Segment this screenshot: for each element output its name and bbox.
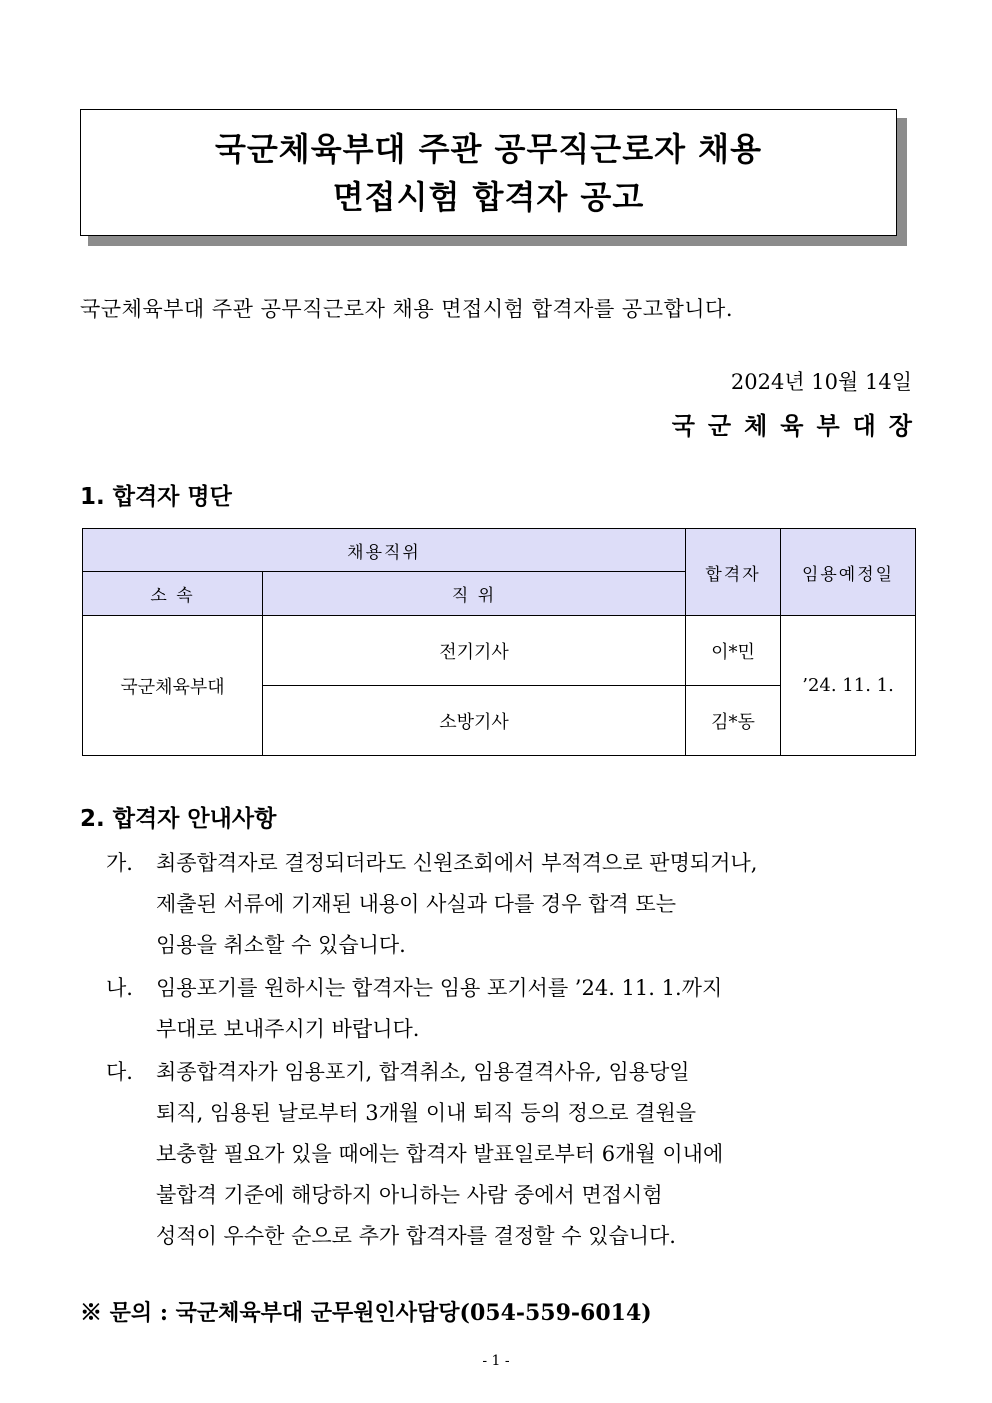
passer-table [82, 528, 916, 756]
notice-line: 보충할 필요가 있을 때에는 합격자 발표일로부터 6개월 이내에 [156, 1142, 724, 1166]
notice-line: 최종합격자로 결정되더라도 신원조회에서 부적격으로 판명되거나, [156, 851, 758, 875]
notice-line: 제출된 서류에 기재된 내용이 사실과 다를 경우 합격 또는 [156, 892, 676, 916]
header-passer: 합격자 [686, 529, 781, 616]
notice-item [100, 1052, 930, 1257]
cell-passer: 김*동 [686, 686, 781, 756]
section-2-heading: 2. 합격자 안내사항 [80, 806, 277, 832]
title-box [80, 109, 897, 236]
header-position: 직 위 [263, 572, 686, 616]
announcement-date: 2024년 10월 14일 [730, 370, 912, 394]
notice-line: 임용포기를 원하시는 합격자는 임용 포기서를 ’24. 11. 1.까지 [156, 976, 723, 1000]
notice-list [100, 843, 930, 1257]
notice-line: 최종합격자가 임용포기, 합격취소, 임용결격사유, 임용당일 [156, 1060, 690, 1084]
cell-affiliation: 국군체육부대 [83, 616, 263, 756]
notice-marker: 가. [106, 851, 133, 875]
title-line-2: 면접시험 합격자 공고 [332, 177, 645, 216]
notice-line: 성적이 우수한 순으로 추가 합격자를 결정할 수 있습니다. [156, 1224, 676, 1248]
notice-item [100, 968, 930, 1050]
notice-line: 퇴직, 임용된 날로부터 3개월 이내 퇴직 등의 정으로 결원을 [156, 1101, 697, 1125]
cell-passer: 이*민 [686, 616, 781, 686]
header-appointment-date: 임용예정일 [781, 529, 916, 616]
notice-line: 불합격 기준에 해당하지 아니하는 사람 중에서 면접시험 [156, 1183, 663, 1207]
header-affiliation: 소 속 [83, 572, 263, 616]
title-line-1: 국군체육부대 주관 공무직근로자 채용 [214, 129, 762, 168]
cell-position: 소방기사 [263, 686, 686, 756]
contact-info: ※ 문의 : 국군체육부대 군무원인사담당(054-559-6014) [80, 1300, 652, 1326]
section-1-heading: 1. 합격자 명단 [80, 484, 232, 510]
page-number: - 1 - [482, 1353, 510, 1369]
header-recruit-position: 채용직위 [83, 529, 686, 572]
issuer: 국군체육부대장 [671, 411, 925, 440]
cell-position: 전기기사 [263, 616, 686, 686]
cell-appointment-date: ’24. 11. 1. [781, 616, 916, 756]
notice-line: 임용을 취소할 수 있습니다. [156, 933, 406, 957]
notice-marker: 나. [106, 976, 133, 1000]
notice-line: 부대로 보내주시기 바랍니다. [156, 1017, 420, 1041]
intro-text: 국군체육부대 주관 공무직근로자 채용 면접시험 합격자를 공고합니다. [80, 297, 734, 321]
notice-item [100, 843, 930, 966]
notice-marker: 다. [106, 1060, 133, 1084]
